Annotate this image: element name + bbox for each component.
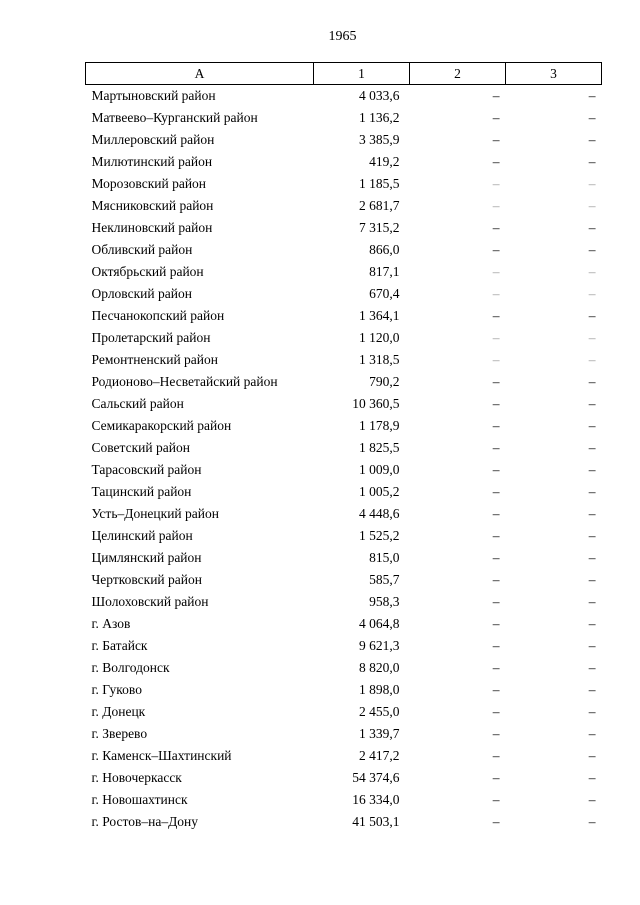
row-value-3-cell: – <box>588 308 596 323</box>
row-name-cell: г. Новочеркасск <box>91 770 182 785</box>
table-row <box>86 393 602 415</box>
data-table <box>85 62 602 833</box>
row-name-cell: г. Гуково <box>91 682 142 697</box>
table-row <box>86 283 602 305</box>
row-name-cell: Советский район <box>91 440 190 455</box>
row-name-cell: Миллеровский район <box>91 132 215 147</box>
row-value-3-cell: – <box>588 264 596 279</box>
row-value-3-cell: – <box>588 726 596 741</box>
row-value-1-cell: 1 009,0 <box>359 462 400 477</box>
row-value-2-cell: – <box>492 242 500 257</box>
row-value-1-cell: 817,1 <box>369 264 400 279</box>
row-name-cell: Тарасовский район <box>91 462 202 477</box>
row-value-3-cell: – <box>588 638 596 653</box>
row-value-2-cell: – <box>492 462 500 477</box>
row-value-3-cell: – <box>588 484 596 499</box>
table-row <box>86 327 602 349</box>
table-row <box>86 591 602 613</box>
row-value-3-cell: – <box>588 176 596 191</box>
table-row <box>86 173 602 195</box>
row-value-3-cell: – <box>588 550 596 565</box>
row-value-1-cell: 10 360,5 <box>352 396 400 411</box>
row-name-cell: г. Волгодонск <box>91 660 170 675</box>
row-name-cell: Октябрьский район <box>91 264 204 279</box>
row-value-1-cell: 1 185,5 <box>359 176 400 191</box>
row-value-2-cell: – <box>492 418 500 433</box>
row-value-2-cell: – <box>492 616 500 631</box>
row-value-3-cell: – <box>588 352 596 367</box>
row-value-2-cell: – <box>492 176 500 191</box>
row-value-2-cell: – <box>492 792 500 807</box>
row-value-3-cell: – <box>588 242 596 257</box>
row-value-3-cell: – <box>588 814 596 829</box>
row-value-3-cell: – <box>588 330 596 345</box>
row-value-1-cell: 1 318,5 <box>359 352 400 367</box>
row-name-cell: Шолоховский район <box>91 594 209 609</box>
row-value-1-cell: 1 825,5 <box>359 440 400 455</box>
row-value-2-cell: – <box>492 440 500 455</box>
table-row <box>86 129 602 151</box>
row-value-2-cell: – <box>492 594 500 609</box>
row-value-2-cell: – <box>492 638 500 653</box>
row-value-3-cell: – <box>588 748 596 763</box>
row-value-3-cell: – <box>588 616 596 631</box>
header-col-a: А <box>86 63 314 85</box>
row-name-cell: Ремонтненский район <box>91 352 218 367</box>
row-value-1-cell: 16 334,0 <box>352 792 400 807</box>
row-name-cell: г. Зверево <box>91 726 148 741</box>
row-value-1-cell: 1 898,0 <box>359 682 400 697</box>
table-header <box>86 63 602 85</box>
table-row <box>86 767 602 789</box>
row-value-1-cell: 1 136,2 <box>359 110 400 125</box>
row-value-2-cell: – <box>492 154 500 169</box>
table-row <box>86 107 602 129</box>
row-value-1-cell: 1 005,2 <box>359 484 400 499</box>
row-value-2-cell: – <box>492 704 500 719</box>
row-name-cell: Мартыновский район <box>91 88 216 103</box>
row-name-cell: Орловский район <box>91 286 192 301</box>
table-row <box>86 679 602 701</box>
row-value-1-cell: 2 455,0 <box>359 704 400 719</box>
row-value-3-cell: – <box>588 792 596 807</box>
row-value-2-cell: – <box>492 506 500 521</box>
row-name-cell: Милютинский район <box>91 154 213 169</box>
row-value-2-cell: – <box>492 88 500 103</box>
table-row <box>86 657 602 679</box>
row-value-2-cell: – <box>492 682 500 697</box>
row-value-1-cell: 1 120,0 <box>359 330 400 345</box>
row-value-1-cell: 958,3 <box>369 594 400 609</box>
row-value-1-cell: 419,2 <box>369 154 400 169</box>
table-row <box>86 613 602 635</box>
row-name-cell: г. Новошахтинск <box>91 792 188 807</box>
row-value-1-cell: 3 385,9 <box>359 132 400 147</box>
row-value-1-cell: 7 315,2 <box>359 220 400 235</box>
row-value-2-cell: – <box>492 484 500 499</box>
table-row <box>86 811 602 833</box>
row-value-3-cell: – <box>588 198 596 213</box>
row-value-1-cell: 1 178,9 <box>359 418 400 433</box>
table-row <box>86 481 602 503</box>
row-value-2-cell: – <box>492 330 500 345</box>
table-row <box>86 723 602 745</box>
row-value-1-cell: 1 525,2 <box>359 528 400 543</box>
table-row <box>86 85 602 108</box>
row-name-cell: Морозовский район <box>91 176 207 191</box>
row-value-1-cell: 54 374,6 <box>352 770 400 785</box>
row-value-3-cell: – <box>588 440 596 455</box>
row-value-3-cell: – <box>588 220 596 235</box>
row-name-cell: г. Каменск–Шахтинский <box>91 748 232 763</box>
row-value-3-cell: – <box>588 110 596 125</box>
row-value-2-cell: – <box>492 528 500 543</box>
row-value-1-cell: 790,2 <box>369 374 400 389</box>
row-name-cell: г. Азов <box>91 616 131 631</box>
row-name-cell: Неклиновский район <box>91 220 213 235</box>
row-name-cell: Обливский район <box>91 242 193 257</box>
table-row <box>86 349 602 371</box>
row-value-3-cell: – <box>588 704 596 719</box>
header-col-1: 1 <box>314 63 410 85</box>
table-row <box>86 239 602 261</box>
row-name-cell: Мясниковский район <box>91 198 214 213</box>
row-name-cell: Матвеево–Курганский район <box>91 110 258 125</box>
header-col-3: 3 <box>506 63 602 85</box>
row-value-2-cell: – <box>492 572 500 587</box>
row-value-3-cell: – <box>588 462 596 477</box>
row-value-2-cell: – <box>492 220 500 235</box>
row-name-cell: Семикаракорский район <box>91 418 232 433</box>
row-value-2-cell: – <box>492 660 500 675</box>
table-row <box>86 701 602 723</box>
table-row <box>86 635 602 657</box>
row-name-cell: Родионово–Несветайский район <box>91 374 278 389</box>
row-value-1-cell: 9 621,3 <box>359 638 400 653</box>
row-value-2-cell: – <box>492 264 500 279</box>
table-row <box>86 525 602 547</box>
row-value-2-cell: – <box>492 198 500 213</box>
row-value-2-cell: – <box>492 286 500 301</box>
row-value-3-cell: – <box>588 396 596 411</box>
row-value-3-cell: – <box>588 132 596 147</box>
row-value-1-cell: 4 033,6 <box>359 88 400 103</box>
row-name-cell: Тацинский район <box>91 484 192 499</box>
table-row <box>86 569 602 591</box>
row-name-cell: Цимлянский район <box>91 550 202 565</box>
row-value-2-cell: – <box>492 770 500 785</box>
row-value-1-cell: 670,4 <box>369 286 400 301</box>
row-value-3-cell: – <box>588 286 596 301</box>
table-row <box>86 459 602 481</box>
table-row <box>86 437 602 459</box>
row-name-cell: Целинский район <box>91 528 193 543</box>
row-value-3-cell: – <box>588 594 596 609</box>
row-value-1-cell: 8 820,0 <box>359 660 400 675</box>
table-body <box>86 85 602 834</box>
row-value-3-cell: – <box>588 374 596 389</box>
row-value-2-cell: – <box>492 814 500 829</box>
row-value-1-cell: 2 417,2 <box>359 748 400 763</box>
row-value-2-cell: – <box>492 726 500 741</box>
row-value-1-cell: 4 448,6 <box>359 506 400 521</box>
row-value-2-cell: – <box>492 352 500 367</box>
table-row <box>86 789 602 811</box>
table-row <box>86 151 602 173</box>
row-name-cell: г. Донецк <box>91 704 146 719</box>
row-value-3-cell: – <box>588 154 596 169</box>
table-row <box>86 547 602 569</box>
header-col-2: 2 <box>410 63 506 85</box>
row-value-3-cell: – <box>588 418 596 433</box>
row-value-3-cell: – <box>588 506 596 521</box>
row-value-2-cell: – <box>492 396 500 411</box>
row-value-1-cell: 866,0 <box>369 242 400 257</box>
row-value-2-cell: – <box>492 132 500 147</box>
row-value-2-cell: – <box>492 748 500 763</box>
row-name-cell: Сальский район <box>91 396 184 411</box>
table-row <box>86 371 602 393</box>
row-value-2-cell: – <box>492 550 500 565</box>
row-value-2-cell: – <box>492 374 500 389</box>
table-row <box>86 195 602 217</box>
row-value-3-cell: – <box>588 572 596 587</box>
row-value-1-cell: 4 064,8 <box>359 616 400 631</box>
row-value-3-cell: – <box>588 528 596 543</box>
row-value-1-cell: 815,0 <box>369 550 400 565</box>
row-name-cell: г. Батайск <box>91 638 148 653</box>
row-value-1-cell: 1 339,7 <box>359 726 400 741</box>
table-row <box>86 415 602 437</box>
table-row <box>86 503 602 525</box>
page-number: 1965 <box>328 29 357 44</box>
row-value-2-cell: – <box>492 308 500 323</box>
row-name-cell: г. Ростов–на–Дону <box>91 814 199 829</box>
row-value-1-cell: 2 681,7 <box>359 198 400 213</box>
row-value-2-cell: – <box>492 110 500 125</box>
table-row <box>86 217 602 239</box>
row-value-1-cell: 1 364,1 <box>359 308 400 323</box>
table-row <box>86 745 602 767</box>
row-value-1-cell: 41 503,1 <box>352 814 400 829</box>
table-row <box>86 305 602 327</box>
table-row <box>86 261 602 283</box>
row-name-cell: Песчанокопский район <box>91 308 225 323</box>
row-name-cell: Пролетарский район <box>91 330 211 345</box>
row-name-cell: Усть–Донецкий район <box>91 506 219 521</box>
row-name-cell: Чертковский район <box>91 572 202 587</box>
row-value-3-cell: – <box>588 88 596 103</box>
row-value-3-cell: – <box>588 682 596 697</box>
row-value-3-cell: – <box>588 770 596 785</box>
row-value-1-cell: 585,7 <box>369 572 400 587</box>
header-row <box>86 63 602 85</box>
row-value-3-cell: – <box>588 660 596 675</box>
